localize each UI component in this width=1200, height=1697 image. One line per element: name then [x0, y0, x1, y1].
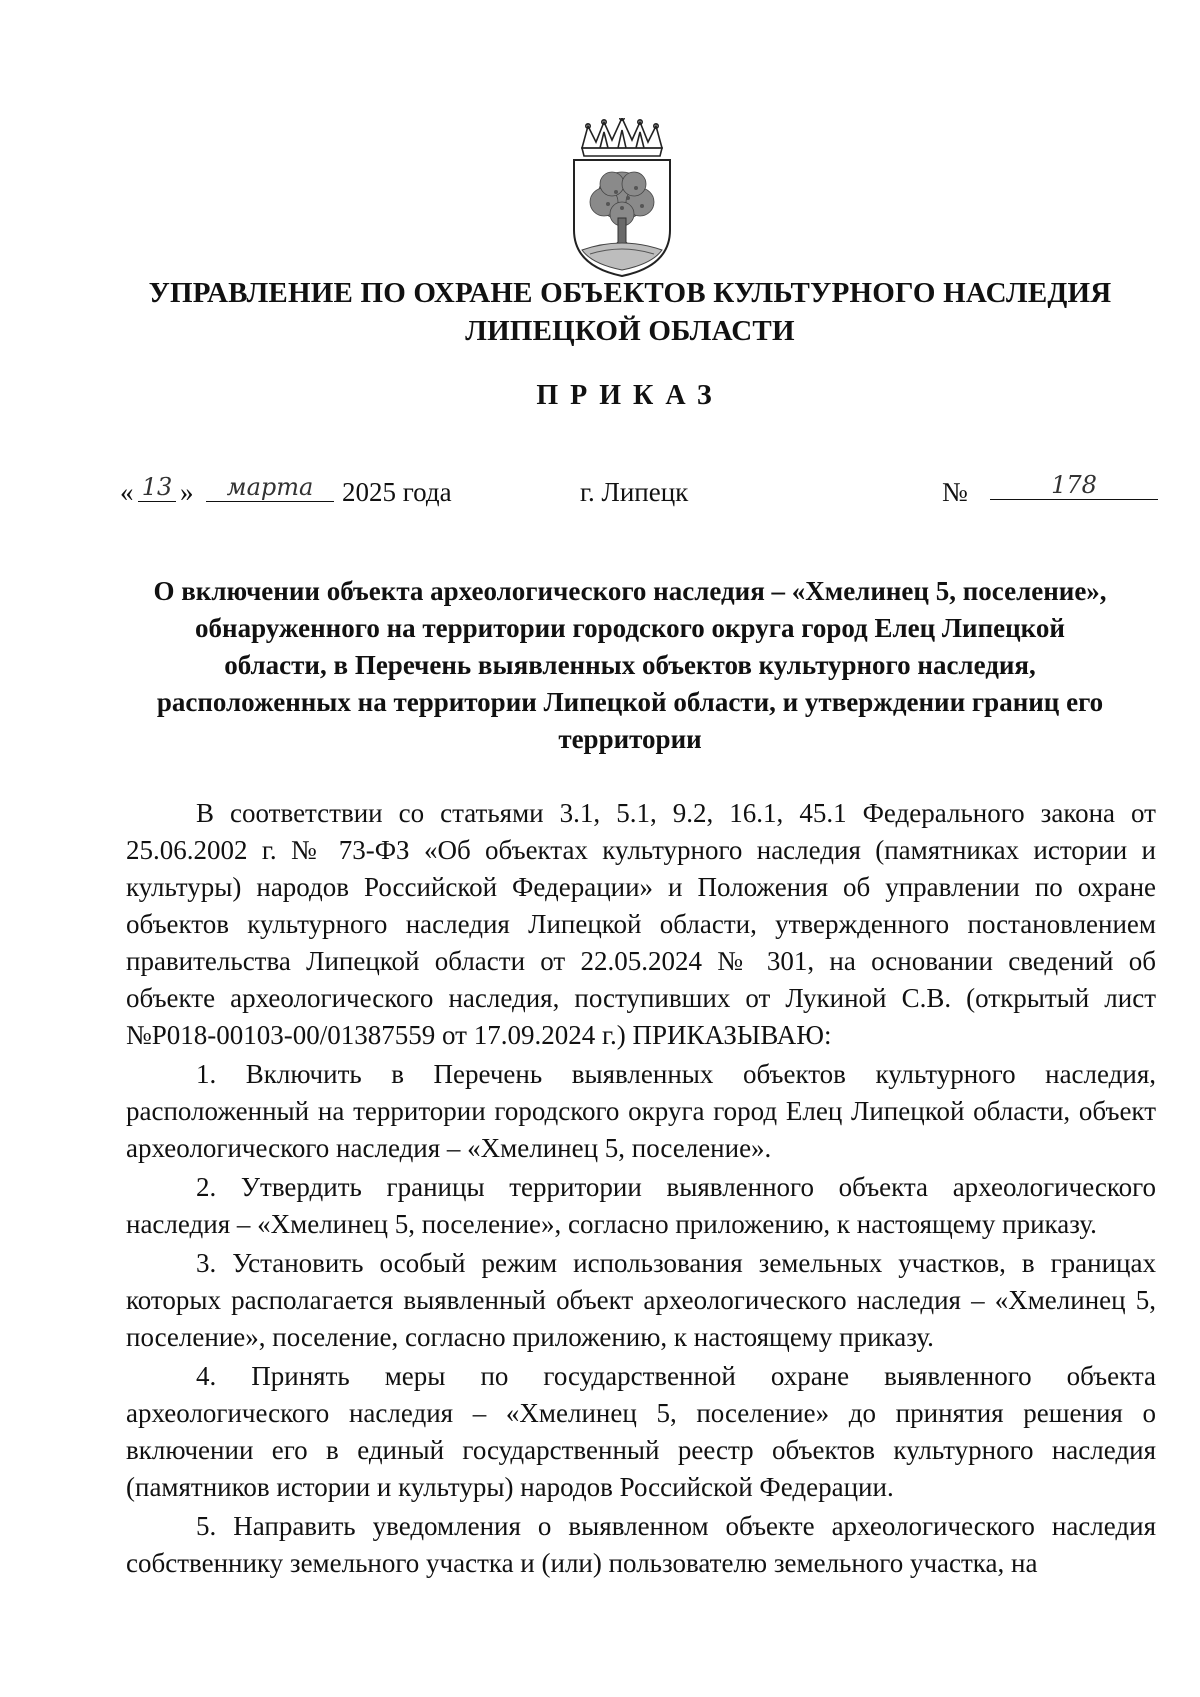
date-day: 13 — [138, 473, 176, 502]
preamble-paragraph: В соответствии со статьями 3.1, 5.1, 9.2, 16.1, 45.1 Федерального закона от 25.06.2002 г. № 73-ФЗ «Об объектах культурного наследия (памятниках истории и культуры) народов Российской Федерации» и Положения об управлении по охране объектов культурного наследия Липецкой области, утвержденного постановлением правительства Липецкой области от 22.05.2024 № 301, на основании сведений об объекте археологического наследия, поступивших от Лукиной С.В. (открытый лист №Р018-00103-00/01387559 от 17.09.2024 г.) ПРИКАЗЫВАЮ: — [126, 798, 1156, 1050]
document-type: ПРИКАЗ — [536, 380, 724, 411]
dateline — [120, 471, 1160, 517]
document-subject — [120, 573, 1140, 758]
organization-title-line2: ЛИПЕЦКОЙ ОБЛАСТИ — [465, 315, 795, 347]
subject-line4: расположенных на территории Липецкой области, и утверждении границ его — [156, 687, 1104, 717]
city: г. Липецк — [580, 477, 689, 507]
document-number: 178 — [990, 471, 1158, 500]
date-close-quote: » — [180, 477, 194, 507]
lipetsk-coat-of-arms-icon — [560, 118, 684, 278]
order-item-4: 4. Принять меры по государственной охране выявленного объекта археологического наследия – «Хмелинец 5, поселение» до принятия решения о включении его в единый государственный реестр объектов культурного наследия (памятников истории и культуры) народов Российской Федерации. — [126, 1361, 1156, 1502]
date-month: марта — [206, 473, 334, 502]
number-sign: № — [942, 477, 968, 507]
order-item-3: 3. Установить особый режим использования земельных участков, в границах которых располагается выявленный объект археологического наследия – «Хмелинец 5, поселение», поселение, согласно приложению, к настоящему приказу. — [126, 1248, 1156, 1352]
organization-title — [100, 274, 1160, 350]
date-year: 2025 года — [342, 477, 452, 507]
document-body — [126, 795, 1156, 1582]
order-item-1: 1. Включить в Перечень выявленных объектов культурного наследия, расположенный на территории городского округа город Елец Липецкой области, объект археологического наследия – «Хмелинец 5, поселение». — [126, 1059, 1156, 1163]
subject-line2: обнаруженного на территории городского округа город Елец Липецкой — [195, 613, 1065, 643]
order-item-2: 2. Утвердить границы территории выявленного объекта археологического наследия – «Хмелинец 5, поселение», согласно приложению, к настоящему приказу. — [126, 1172, 1156, 1239]
subject-line1: О включении объекта археологического наследия – «Хмелинец 5, поселение», — [153, 576, 1107, 606]
subject-line3: области, в Перечень выявленных объектов культурного наследия, — [224, 650, 1036, 680]
organization-title-line1: УПРАВЛЕНИЕ ПО ОХРАНЕ ОБЪЕКТОВ КУЛЬТУРНОГО НАСЛЕДИЯ — [148, 277, 1112, 309]
subject-line5: территории — [558, 724, 702, 754]
date-open-quote: « — [120, 477, 134, 507]
order-item-5: 5. Направить уведомления о выявленном объекте археологического наследия собственнику земельного участка и (или) пользователю земельного участка, на — [126, 1511, 1156, 1578]
